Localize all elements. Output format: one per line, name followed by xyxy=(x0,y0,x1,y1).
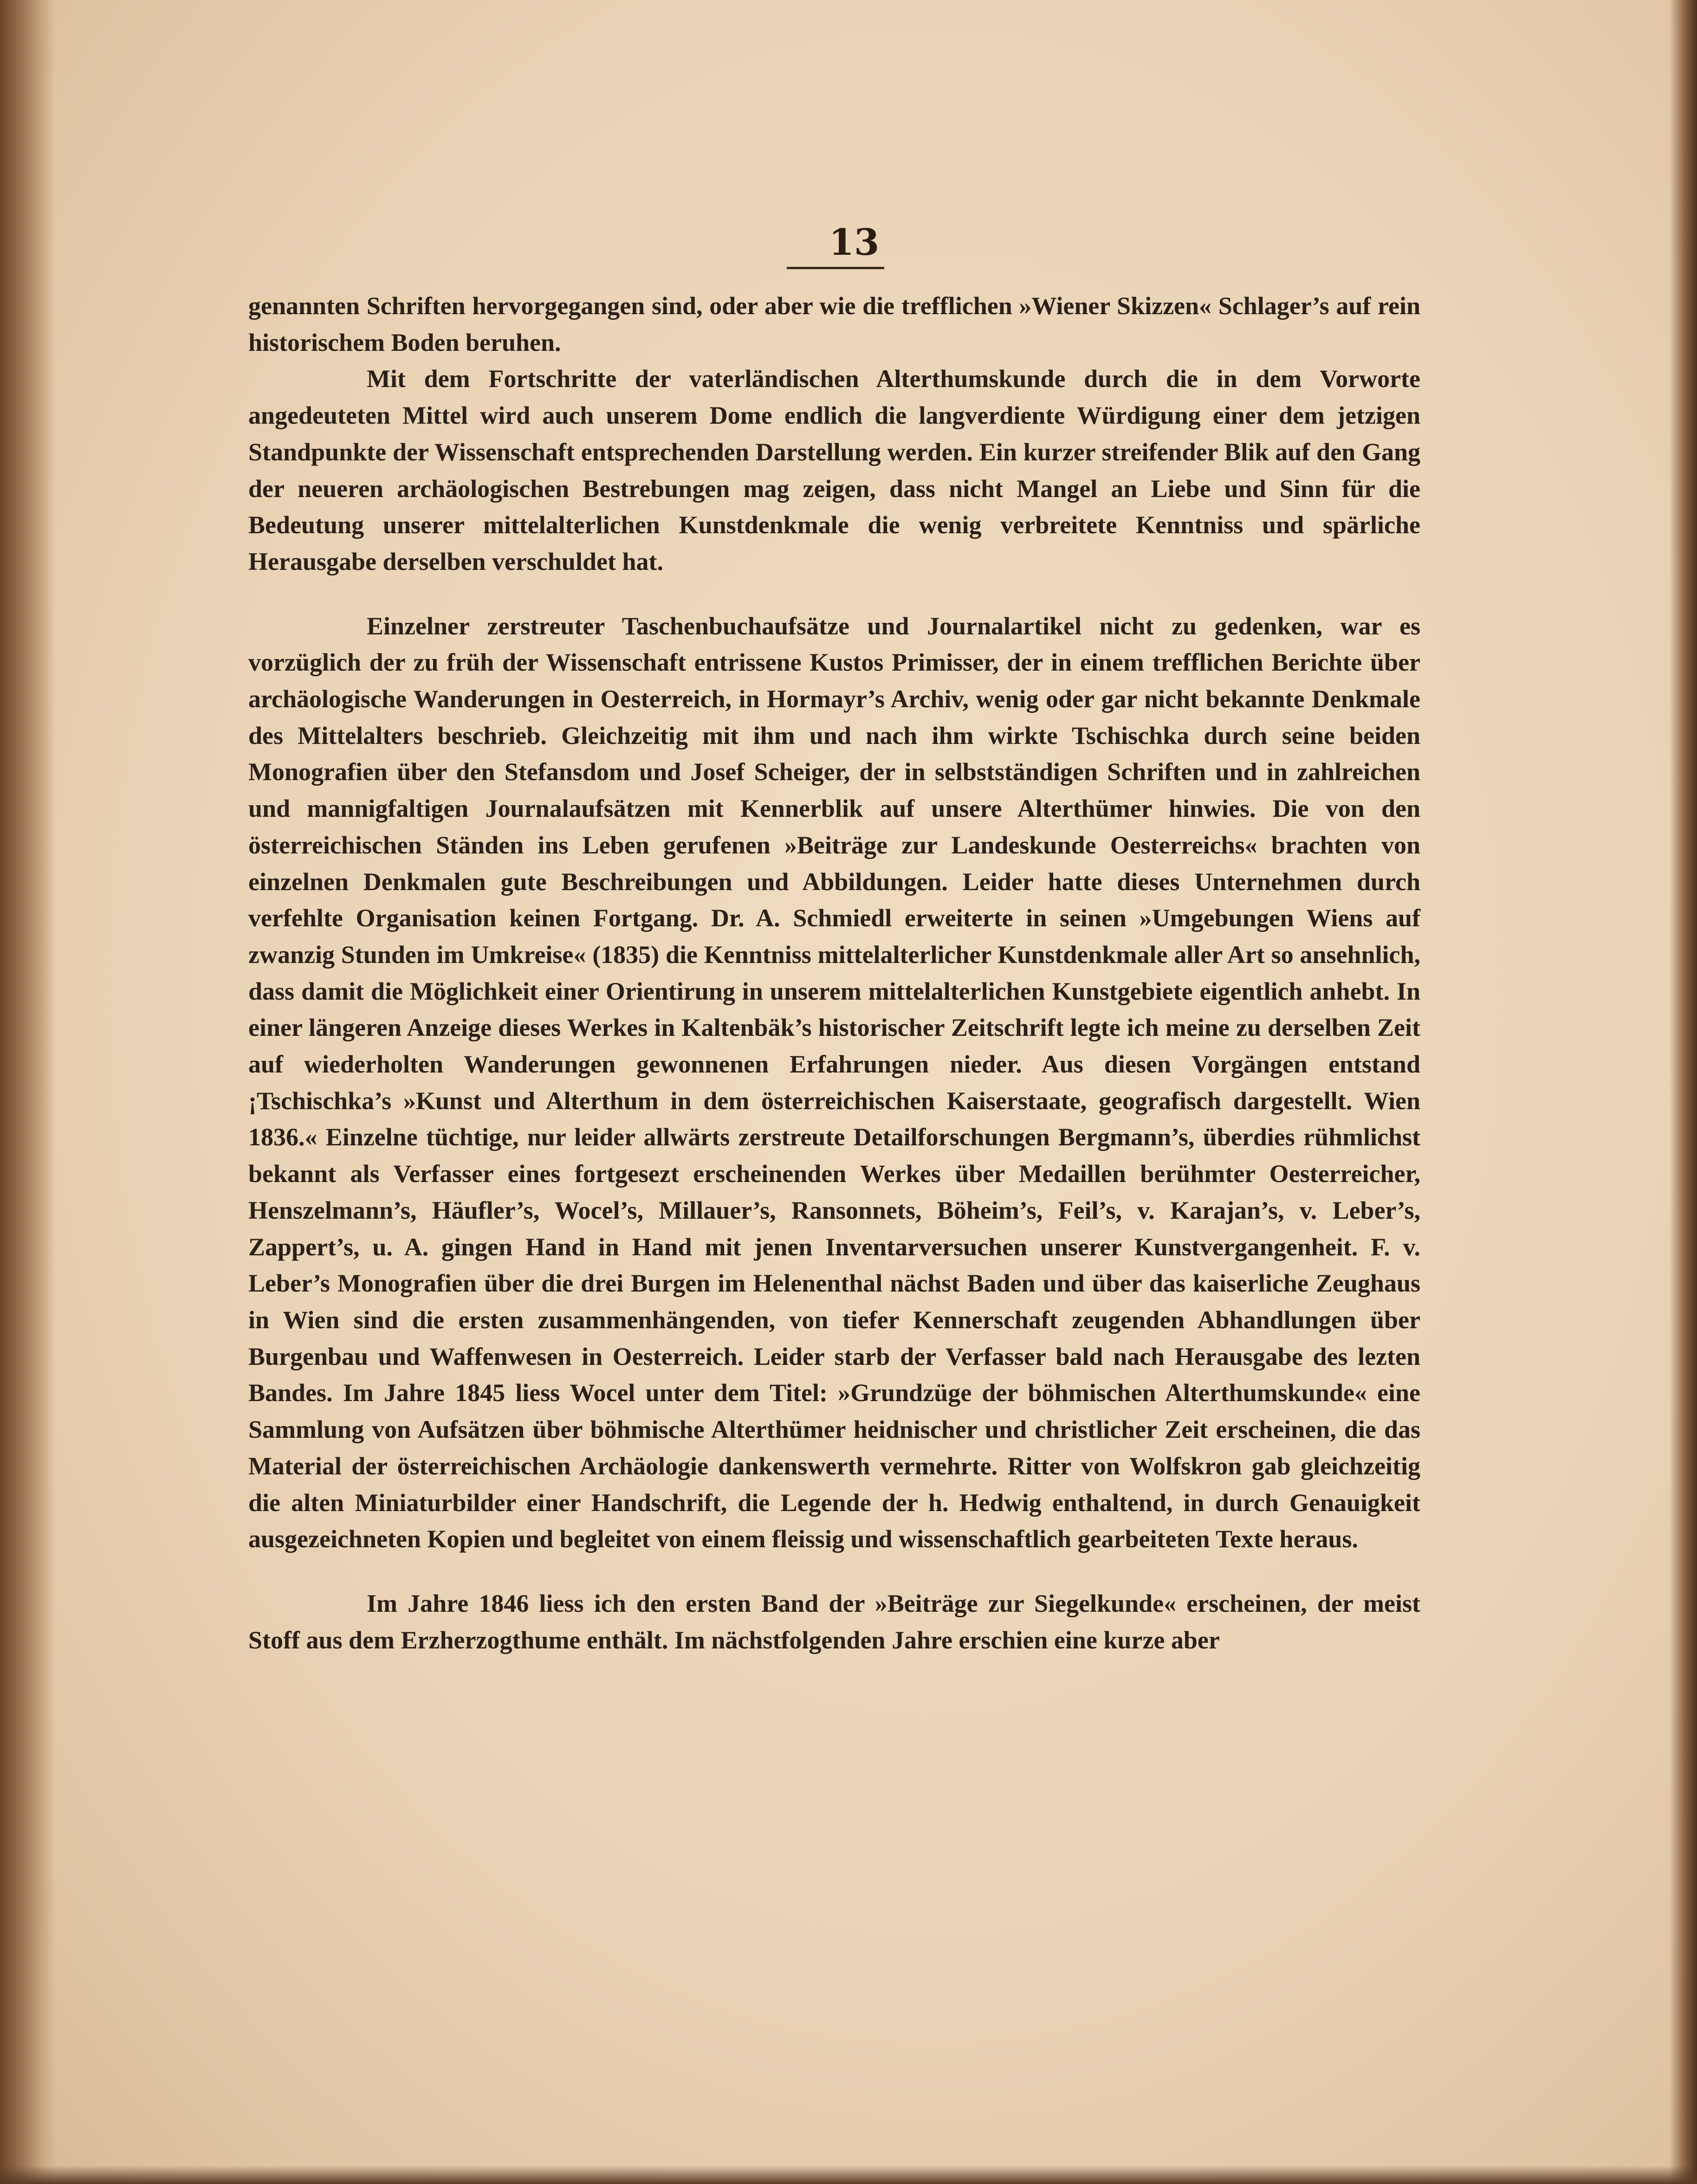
page-spine-shadow xyxy=(0,0,56,2184)
paragraph-archaeology-progress: Mit dem Fortschritte der vaterländischen Alterthumskunde durch die in dem Vorworte angedeuteten Mittel wird auch unserem Dome endlich die langverdiente Würdigung einer dem jetzigen Standpunkte der Wissenschaft entsprechenden Darstellung werden. Ein kurzer streifender Blik auf den Gang der neueren archäologischen Bestrebungen mag zeigen, dass nicht Mangel an Liebe und Sinn für die Bedeutung unserer mittelalterlichen Kunstdenkmale die wenig verbreitete Kenntniss und spärliche Herausgabe derselben verschuldet hat. xyxy=(248,365,1420,575)
paragraph-siegelkunde: Im Jahre 1846 liess ich den ersten Band der »Beiträge zur Siegelkunde« erscheinen, der meist Stoff aus dem Erzherzogthume enthält. Im nächstfolgenden Jahre erschien eine kurze aber xyxy=(248,1589,1420,1654)
page-right-edge xyxy=(1669,0,1697,2184)
paragraph-continuation: genannten Schriften hervorgegangen sind, oder aber wie die trefflichen »Wiener Skizzen« Schlager’s auf rein historischem Boden beruhen. xyxy=(248,292,1420,356)
page-number: 13 xyxy=(829,221,880,264)
page-number-rule xyxy=(787,267,884,269)
paragraph-prior-research: Einzelner zerstreuter Taschenbuchaufsätze und Journalartikel nicht zu gedenken, war es vorzüglich der zu früh der Wissenschaft entrissene Kustos Primisser, der in einem trefflichen Berichte über archäologische Wanderungen in Oesterreich, in Hormayr’s Archiv, wenig oder gar nicht bekannte Denkmale des Mittelalters beschrieb. Gleichzeitig mit ihm und nach ihm wirkte Tschischka durch seine beiden Monografien über den Stefansdom und Josef Scheiger, der in selbstständigen Schriften und in zahlreichen und mannigfaltigen Journalaufsätzen mit Kennerblik auf unsere Alterthümer hinwies. Die von den österreichischen Ständen ins Leben gerufenen »Beiträge zur Landeskunde Oesterreichs« brachten von einzelnen Denkmalen gute Beschreibungen und Abbildungen. Leider hatte dieses Unternehmen durch verfehlte Organisation keinen Fortgang. Dr. A. Schmiedl erweiterte in seinen »Umgebungen Wiens auf zwanzig Stunden im Umkreise« (1835) die Kenntniss mittelalterlicher Kunstdenkmale aller Art so ansehnlich, dass damit die Möglichkeit einer Orientirung in unserem mittelalterlichen Kunstgebiete eigentlich anhebt. In einer längeren Anzeige dieses Werkes in Kaltenbäk’s historischer Zeitschrift legte ich meine zu derselben Zeit auf wiederholten Wanderungen gewonnenen Erfahrungen nieder. Aus diesen Vorgängen entstand ¡Tschischka’s »Kunst und Alterthum in dem österreichischen Kaiserstaate, geografisch dargestellt. Wien 1836.« Einzelne tüchtige, nur leider allwärts zerstreute Detailforschungen Bergmann’s, überdies rühmlichst bekannt als Verfasser eines fortgesezt erscheinenden Werkes über Medaillen berühmter Oesterreicher, Henszelmann’s, Häufler’s, Wocel’s, Millauer’s, Ransonnets, Böheim’s, Feil’s, v. Karajan’s, v. Leber’s, Zappert’s, u. A. gingen Hand in Hand mit jenen Inventarversuchen unserer Kunstvergangenheit. F. v. Leber’s Monografien über die drei Burgen im Helenenthal nächst Baden und über das kaiserliche Zeughaus in Wien sind die ersten zusammenhängenden, von tiefer Kennerschaft zeugenden Abhandlungen über Burgenbau und Waffenwesen in Oesterreich. Leider starb der Verfasser bald nach Herausgabe des lezten Bandes. Im Jahre 1845 liess Wocel unter dem Titel: »Grundzüge der böhmischen Alterthumskunde« eine Sammlung von Aufsätzen über böhmische Alterthümer heidnischer und christlicher Zeit erscheinen, die das Material der österreichischen Archäologie dankenswerth vermehrte. Ritter von Wolfskron gab gleichzeitig die alten Miniaturbilder einer Handschrift, die Legende der h. Hedwig enthaltend, in durch Genauigkeit ausgezeichneten Kopien und begleitet von einem fleissig und wissenschaftlich gearbeiteten Texte heraus. xyxy=(248,612,1420,1553)
body-text xyxy=(248,288,1420,1658)
page-bottom-edge xyxy=(0,2165,1697,2184)
